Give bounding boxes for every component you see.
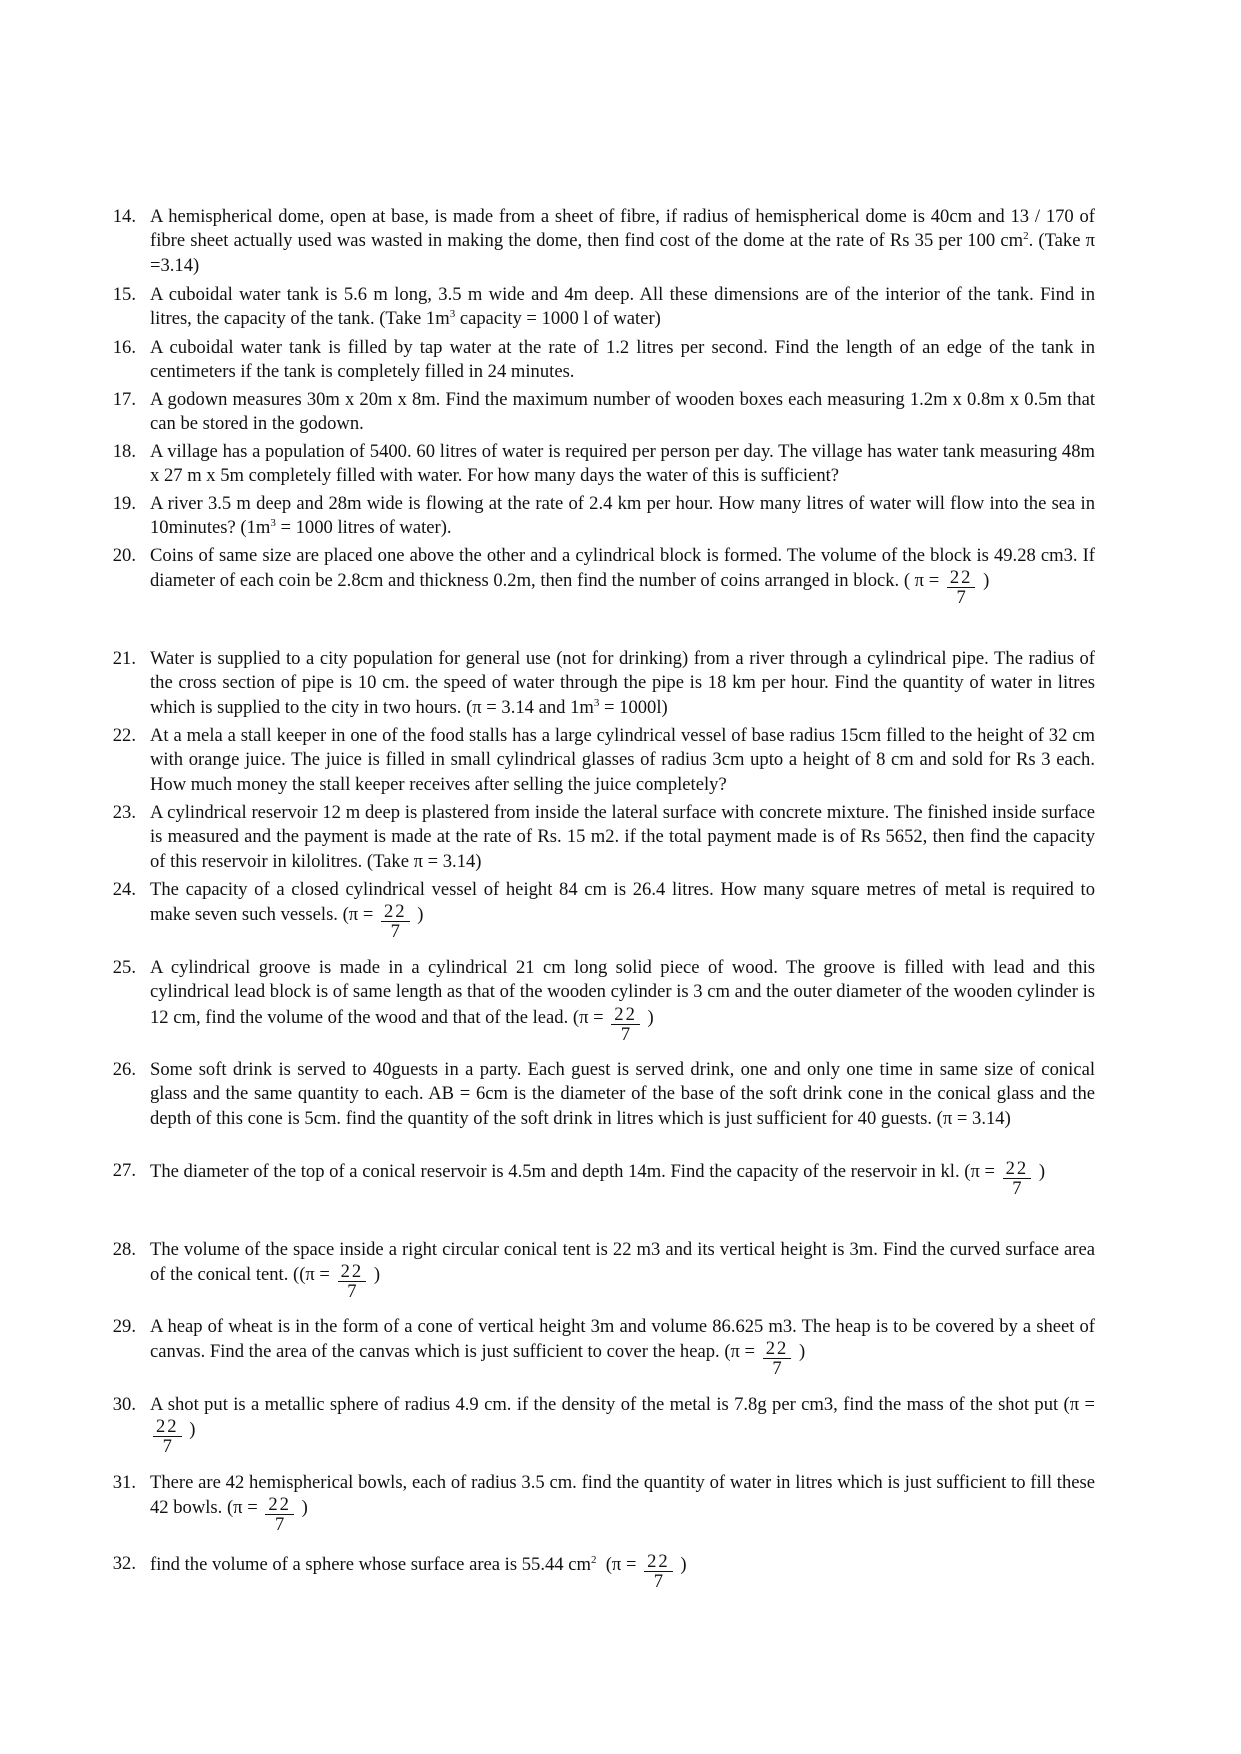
question-number: 28. bbox=[112, 1239, 136, 1260]
question-number: 20. bbox=[112, 545, 136, 566]
question-number: 27. bbox=[112, 1160, 136, 1181]
question-number: 19. bbox=[112, 493, 136, 514]
question-text: A cuboidal water tank is filled by tap water at the rate of 1.2 litres per second. Find the length of an edge of the tank in centimeters if the tank is completely filled in 24 minutes. bbox=[150, 337, 1095, 383]
question-text: A heap of wheat is in the form of a cone of vertical height 3m and volume 86.625 m3. The heap is to be covered by a sheet of canvas. Find the area of the canvas which is just sufficient to cover the heap. (π = $\frac{22}{7}$ ) bbox=[150, 1316, 1095, 1380]
question-number: 24. bbox=[112, 879, 136, 900]
question-number: 15. bbox=[112, 284, 136, 305]
question-text: A cylindrical groove is made in a cylindrical 21 cm long solid piece of wood. The groove is filled with lead and this cylindrical lead block is of same length as that of the wooden cylinder is 3 cm and the outer diameter of the wooden cylinder is 12 cm, find the volume of the wood and that of the lead. (π = $\frac{22}{7}$ ) bbox=[150, 957, 1095, 1045]
question-number: 21. bbox=[112, 648, 136, 669]
question-text: Coins of same size are placed one above the other and a cylindrical block is formed. The volume of the block is 49.28 cm3. If diameter of each coin be 2.8cm and thickness 0.2m, then find the number of coins arranged in block. ( π = $\frac{22}{7}$ ) bbox=[150, 545, 1095, 609]
question-number: 25. bbox=[112, 957, 136, 978]
question-number: 22. bbox=[112, 725, 136, 746]
question-number: 31. bbox=[112, 1472, 136, 1493]
question-text: A godown measures 30m x 20m x 8m. Find the maximum number of wooden boxes each measuring 1.2m x 0.8m x 0.5m that can be stored in the godown. bbox=[150, 389, 1095, 435]
fraction-22-over-7: $\frac{22}{7}$ bbox=[153, 1417, 182, 1456]
fraction-22-over-7: $\frac{22}{7}$ bbox=[611, 1005, 640, 1044]
question-number: 30. bbox=[112, 1394, 136, 1415]
question-number: 26. bbox=[112, 1059, 136, 1080]
question-text: The capacity of a closed cylindrical vessel of height 84 cm is 26.4 litres. How many square metres of metal is required to make seven such vessels. (π = $\frac{22}{7}$ ) bbox=[150, 879, 1095, 943]
question-text: The volume of the space inside a right circular conical tent is 22 m3 and its vertical height is 3m. Find the curved surface area of the conical tent. ((π = $\frac{22}{7}$ ) bbox=[150, 1239, 1095, 1303]
question-number: 18. bbox=[112, 441, 136, 462]
question-text: At a mela a stall keeper in one of the food stalls has a large cylindrical vessel of base radius 15cm filled to the height of 32 cm with orange juice. The juice is filled in small cylindrical glasses of radius 3cm upto a height of 8 cm and sold for Rs 3 each. How much money the stall keeper receives after selling the juice completely? bbox=[150, 725, 1095, 795]
question-text: There are 42 hemispherical bowls, each of radius 3.5 cm. find the quantity of water in litres which is just sufficient to fill these 42 bowls. (π = $\frac{22}{7}$ ) bbox=[150, 1472, 1095, 1536]
question-number: 14. bbox=[112, 206, 136, 227]
question-text: A cuboidal water tank is 5.6 m long, 3.5 m wide and 4m deep. All these dimensions are of the interior of the tank. Find in litres, the capacity of the tank. (Take $1m^3$ capacity = 1000 l of water) bbox=[150, 284, 1095, 330]
question-text: The diameter of the top of a conical reservoir is 4.5m and depth 14m. Find the capacity of the reservoir in kl. (π = $\frac{22}{7}$ ) bbox=[150, 1158, 1046, 1199]
question-number: 17. bbox=[112, 389, 136, 410]
question-text: Some soft drink is served to 40guests in a party. Each guest is served drink, one and only one time in same size of conical glass and the same quantity to each. AB = 6cm is the diameter of the base of the soft drink cone in the conical glass and the depth of this cone is 5cm. find the quantity of the soft drink in litres which is just sufficient for 40 guests. (π = 3.14) bbox=[150, 1059, 1095, 1129]
fraction-22-over-7: $\frac{22}{7}$ bbox=[381, 902, 410, 941]
fraction-22-over-7: $\frac{22}{7}$ bbox=[265, 1495, 294, 1534]
question-text: A cylindrical reservoir 12 m deep is plastered from inside the lateral surface with concrete mixture. The finished inside surface is measured and the payment is made at the rate of Rs. 15 m2. if the total payment made is of Rs 5652, then find the capacity of this reservoir in kilolitres. (Take π = 3.14) bbox=[150, 802, 1095, 872]
fraction-22-over-7: $\frac{22}{7}$ bbox=[763, 1339, 792, 1378]
fraction-22-over-7: $\frac{22}{7}$ bbox=[338, 1262, 367, 1301]
question-number: 29. bbox=[112, 1316, 136, 1337]
fraction-22-over-7: $\frac{22}{7}$ bbox=[644, 1552, 673, 1591]
question-text: A shot put is a metallic sphere of radius 4.9 cm. if the density of the metal is 7.8g per cm3, find the mass of the shot put (π = $\frac{22}{7}$ ) bbox=[150, 1394, 1095, 1458]
question-text: A hemispherical dome, open at base, is made from a sheet of fibre, if radius of hemispherical dome is 40cm and 13 / 170 of fibre sheet actually used was wasted in making the dome, then find cost of the dome at the rate of Rs 35 per 100 $cm^2$. (Take π =3.14) bbox=[150, 206, 1095, 276]
question-text: find the volume of a sphere whose surface area is 55.44 $cm^2$ (π = $\frac{22}{7}$ ) bbox=[150, 1551, 687, 1592]
question-text: A river 3.5 m deep and 28m wide is flowing at the rate of 2.4 km per hour. How many litres of water will flow into the sea in 10minutes? ($1m^3 = 1000$ litres of water). bbox=[150, 493, 1095, 539]
question-number: 16. bbox=[112, 337, 136, 358]
fraction-22-over-7: $\frac{22}{7}$ bbox=[1003, 1159, 1032, 1198]
question-number: 32. bbox=[112, 1553, 136, 1574]
question-text: Water is supplied to a city population for general use (not for drinking) from a river through a cylindrical pipe. The radius of the cross section of pipe is 10 cm. the speed of water through the pipe is 18 km per hour. Find the quantity of water in litres which is supplied to the city in two hours. (π = 3.14 and $1m^3 = 1000l$) bbox=[150, 648, 1095, 718]
fraction-22-over-7: $\frac{22}{7}$ bbox=[947, 568, 976, 607]
question-text: A village has a population of 5400. 60 litres of water is required per person per day. The village has water tank measuring 48m x 27 m x 5m completely filled with water. For how many days the water of this is sufficient? bbox=[150, 441, 1095, 487]
question-number: 23. bbox=[112, 802, 136, 823]
